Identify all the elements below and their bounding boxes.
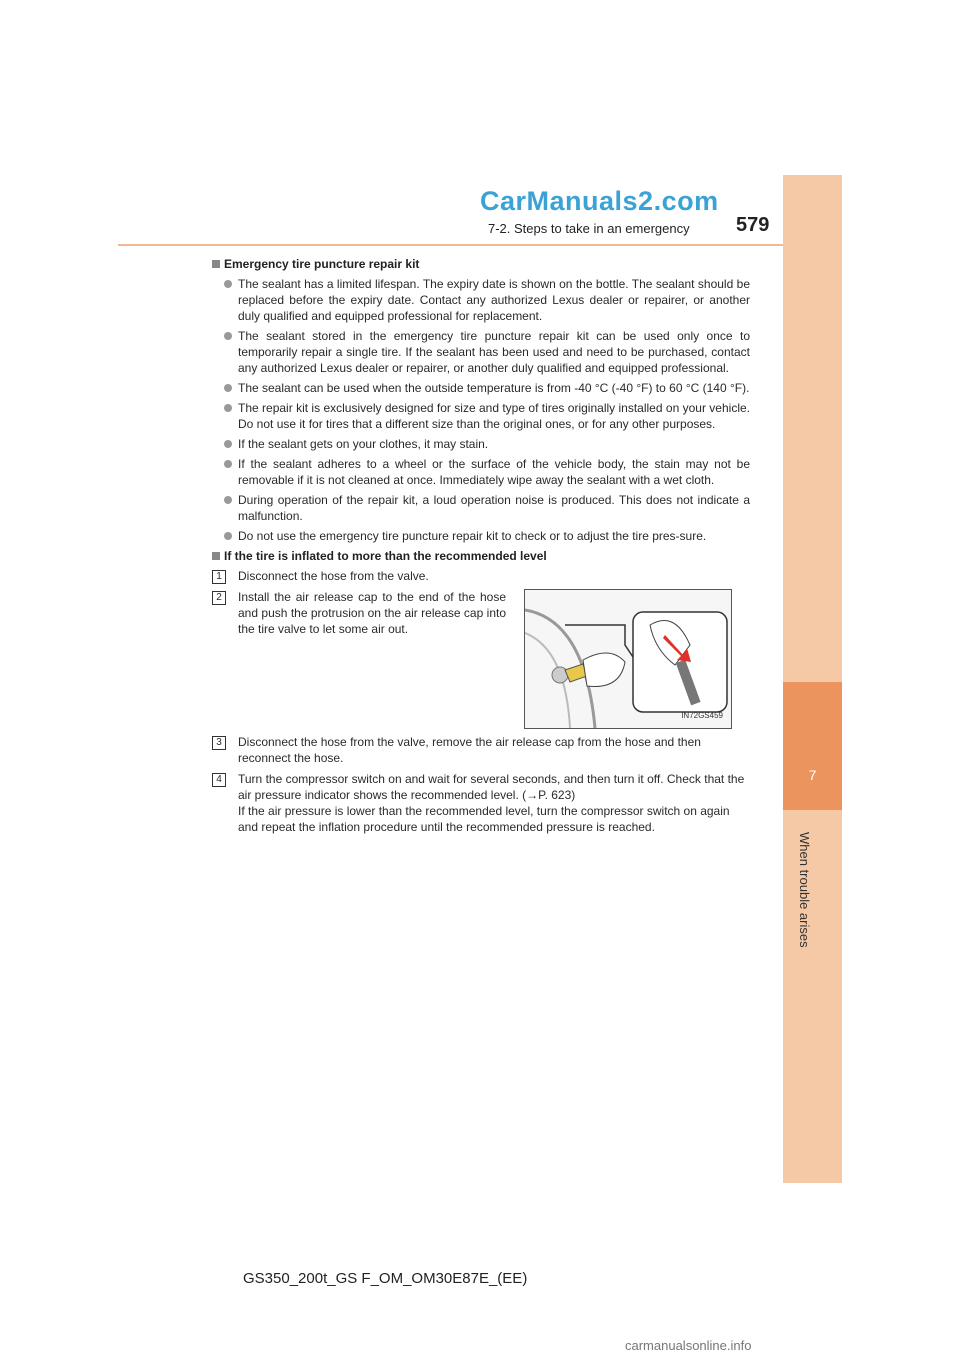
- bullet-dot-icon: [224, 404, 232, 412]
- bullet-dot-icon: [224, 384, 232, 392]
- chapter-tab-strip: [783, 175, 842, 1183]
- step-1: [212, 568, 750, 584]
- step-text-continued: If the air pressure is lower than the recommended level, turn the compressor switch on again and repeat the inflation procedure until the recommended pressure is reached.: [238, 804, 730, 834]
- bullet-dot-icon: [224, 280, 232, 288]
- step-number: 3: [212, 736, 226, 750]
- chapter-tab-active: [783, 682, 842, 810]
- air-release-cap-illustration: [524, 589, 732, 729]
- list-item: [212, 328, 750, 376]
- bullet-dot-icon: [224, 496, 232, 504]
- bullet-dot-icon: [224, 440, 232, 448]
- heading-overinflated: [212, 548, 750, 564]
- list-item: [212, 276, 750, 324]
- list-item: [212, 436, 750, 452]
- list-item: [212, 380, 750, 396]
- bullet-dot-icon: [224, 332, 232, 340]
- step-text: Turn the compressor switch on and wait for several seconds, and then turn it off. Check that the air pressure indicator shows the recommended level. (→P. 623): [238, 772, 745, 802]
- page-number: 579: [736, 214, 770, 236]
- step-4: [212, 771, 750, 835]
- bullet-text: If the sealant gets on your clothes, it may stain.: [238, 437, 489, 451]
- step-number: 1: [212, 570, 226, 584]
- step-text: Install the air release cap to the end of the hose and push the protrusion on the air release cap into the tire valve to let some air out.: [238, 590, 506, 636]
- step-number: 2: [212, 591, 226, 605]
- list-item: [212, 492, 750, 524]
- bullet-text: If the sealant adheres to a wheel or the surface of the vehicle body, the stain may not be removable if it is not cleaned at once. Immediately wipe away the sealant with a wet cloth.: [238, 457, 750, 487]
- watermark-link-bottom[interactable]: carmanualsonline.info: [625, 1338, 752, 1353]
- heading-repair-kit: [212, 256, 750, 272]
- heading-text: If the tire is inflated to more than the recommended level: [224, 549, 547, 563]
- step-2: [212, 589, 750, 729]
- figure-label: IN72GS459: [681, 711, 723, 720]
- step-text: Disconnect the hose from the valve, remove the air release cap from the hose and then reconnect the hose.: [238, 735, 701, 765]
- chapter-number: 7: [808, 767, 817, 783]
- step-3: [212, 734, 750, 766]
- bullet-text: The sealant stored in the emergency tire puncture repair kit can be used only once to temporarily repair a single tire. If the sealant has been used and need to be purchased, contact any authorized Lexus dealer or repairer, or another duly qualified and equipped professional.: [238, 329, 750, 375]
- watermark-logo-top[interactable]: CarManuals2.com: [480, 186, 719, 216]
- model-code: GS350_200t_GS F_OM_OM30E87E_(EE): [243, 1270, 528, 1287]
- list-item: [212, 528, 750, 544]
- page-content: [212, 256, 750, 840]
- bullet-text: Do not use the emergency tire puncture repair kit to check or to adjust the tire pres-sure.: [238, 529, 707, 543]
- bullet-text: The repair kit is exclusively designed for size and type of tires originally installed on your vehicle. Do not use it for tires that a different size than the original ones, or for any other purposes.: [238, 401, 750, 431]
- bullet-text: The sealant can be used when the outside temperature is from -40 °C (-40 °F) to 60 °C (140 °F).: [238, 381, 750, 395]
- chapter-title: When trouble arises: [797, 832, 812, 948]
- step-text: Disconnect the hose from the valve.: [238, 569, 429, 583]
- hand-icon: [583, 653, 625, 687]
- square-bullet-icon: [212, 552, 220, 560]
- step-number: 4: [212, 773, 226, 787]
- bullet-text: During operation of the repair kit, a loud operation noise is produced. This does not indicate a malfunction.: [238, 493, 750, 523]
- square-bullet-icon: [212, 260, 220, 268]
- header-divider: [118, 244, 783, 246]
- list-item: [212, 456, 750, 488]
- bullet-dot-icon: [224, 460, 232, 468]
- heading-text: Emergency tire puncture repair kit: [224, 257, 420, 271]
- bullet-text: The sealant has a limited lifespan. The expiry date is shown on the bottle. The sealant should be replaced before the expiry date. Contact any authorized Lexus dealer or repairer, or another duly qualified and equipped professional for replacement.: [238, 277, 750, 323]
- section-title: 7-2. Steps to take in an emergency: [488, 221, 690, 236]
- bullet-dot-icon: [224, 532, 232, 540]
- list-item: [212, 400, 750, 432]
